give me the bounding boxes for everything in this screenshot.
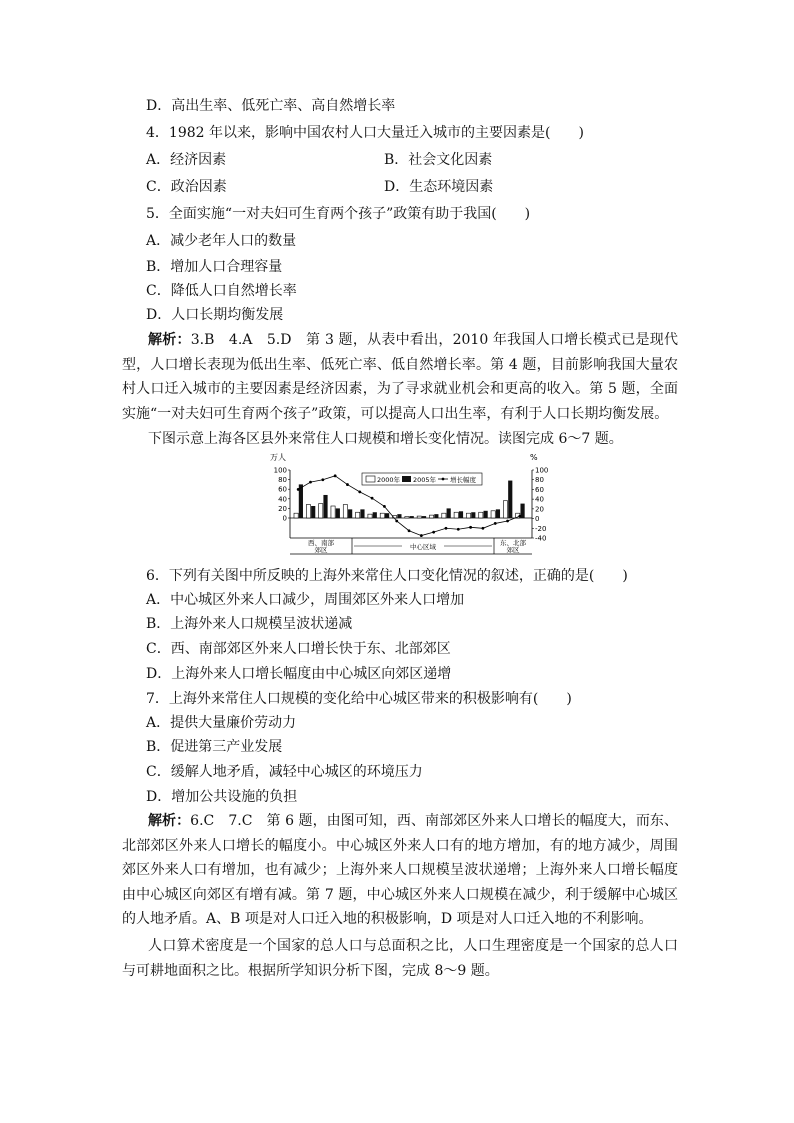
right-tick-label: 0 [535, 515, 540, 524]
bar-2000 [356, 512, 360, 518]
q4-option-d: D．生态环境因素 [384, 179, 494, 195]
bar-2005 [422, 516, 426, 518]
q7-option-d: D．增加公共设施的负担 [146, 789, 298, 805]
explanation-3-5 [122, 328, 678, 426]
bar-2005 [385, 513, 389, 518]
explanation-label: 解析： [148, 813, 191, 829]
chart-intro-text: 下图示意上海各区县外来常住人口规模和增长变化情况。读图完成 6～7 题。 [148, 431, 623, 447]
bar-2000 [417, 516, 421, 518]
q4-stem: 4．1982 年以来，影响中国农村人口大量迁入城市的主要因素是( ) [146, 125, 584, 141]
bar-2000 [343, 505, 347, 518]
left-axis-ticks [274, 467, 290, 523]
region-label-center: 中心区域 [410, 543, 436, 551]
bar-2000 [368, 514, 372, 518]
q3-option-d: D．高出生率、低死亡率、高自然增长率 [146, 98, 396, 114]
q6-option-c: C．西、南部郊区外来人口增长快于东、北部郊区 [146, 641, 451, 657]
growth-point [334, 474, 337, 477]
growth-point [482, 527, 485, 530]
bar-2000 [405, 517, 409, 518]
bar-2005 [397, 514, 401, 518]
q6-stem: 6．下列有关图中所反映的上海外来常住人口变化情况的叙述，正确的是( ) [146, 568, 628, 584]
legend-growth: 增长幅度 [450, 476, 476, 484]
bar-2005 [311, 506, 315, 518]
growth-point [445, 527, 448, 530]
bar-2000 [479, 512, 483, 518]
right-tick-label: 80 [535, 476, 544, 485]
growth-point [518, 515, 521, 518]
q4-option-a: A．经济因素 [146, 152, 227, 168]
growth-point [408, 529, 411, 532]
legend-swatch-growth-dot [442, 478, 445, 481]
bar-2005 [373, 512, 377, 518]
q7-option-b: B．促进第三产业发展 [146, 739, 283, 755]
q5-option-b: B．增加人口合理容量 [146, 259, 283, 275]
legend-swatch-2000 [366, 476, 375, 482]
growth-point [309, 481, 312, 484]
growth-point [321, 478, 324, 481]
q5-option-d: D．人口长期均衡发展 [146, 307, 284, 323]
bar-2005 [360, 509, 364, 518]
growth-point [506, 520, 509, 523]
bar-2005 [410, 516, 414, 518]
bar-series [294, 481, 525, 518]
next-intro [122, 934, 678, 983]
right-tick-label: 60 [535, 485, 544, 494]
right-axis-ticks [532, 467, 548, 543]
explanation-6-7 [122, 809, 678, 932]
region-label-west-south-2: 郊区 [314, 546, 328, 554]
bar-2005 [508, 481, 512, 518]
legend-2005: 2005年 [413, 476, 437, 484]
bar-2000 [429, 515, 433, 518]
bar-2005 [434, 514, 438, 518]
explanation-text: 6.C 7.C 第 6 题，由图可知，西、南部郊区外来人口增长的幅度大，而东、北部郊区外来人口增长的幅度小。中心城区外来人口有的地方增加，有的地方减少，周围郊区外来人口有增加，也有减少；上海外来人口规模呈波状递增；上海外来人口增长幅度由中心城区向郊区有增有减。第 7 题，中心城区外来人口规模在减少，利于缓解中心城区的人地矛盾。A、B 项是对人口迁入地的积极影响，D 项是对人口迁入地的不利影响。 [122, 813, 678, 928]
q5-stem: 5．全面实施“一对夫妇可生育两个孩子”政策有助于我国( ) [146, 206, 531, 222]
left-tick-label: 0 [282, 514, 287, 523]
q5-option-c: C．降低人口自然增长率 [146, 283, 297, 299]
right-tick-label: 20 [535, 505, 544, 514]
bar-2000 [380, 513, 384, 518]
right-tick-label: 40 [535, 495, 544, 504]
q6-option-a: A．中心城区外来人口减少，周围郊区外来人口增加 [146, 592, 465, 608]
bar-2000 [306, 505, 310, 518]
growth-point [346, 483, 349, 486]
bar-2000 [294, 513, 298, 518]
population-chart-svg [262, 450, 552, 560]
growth-point [469, 526, 472, 529]
right-axis-unit: % [530, 453, 538, 462]
next-intro-text: 人口算术密度是一个国家的总人口与总面积之比，人口生理密度是一个国家的总人口与可耕地面积之比。根据所学知识分析下图，完成 8～9 题。 [122, 938, 678, 979]
chart-intro [122, 427, 678, 452]
q7-stem: 7．上海外来常住人口规模的变化给中心城区带来的积极影响有( ) [146, 691, 572, 707]
bar-2000 [503, 501, 507, 518]
bar-2000 [319, 504, 323, 518]
bar-2005 [496, 509, 500, 518]
bar-2005 [447, 508, 451, 518]
bar-2000 [331, 506, 335, 518]
q4-option-c: C．政治因素 [146, 179, 227, 195]
q4-option-b: B．社会文化因素 [384, 152, 493, 168]
growth-point [297, 488, 300, 491]
q6-option-b: B．上海外来人口规模呈波状递减 [146, 616, 353, 632]
growth-point [432, 531, 435, 534]
q6-option-d: D．上海外来人口增长幅度由中心城区向郊区递增 [146, 666, 452, 682]
growth-point [371, 497, 374, 500]
q5-option-a: A．减少老年人口的数量 [146, 233, 297, 249]
q7-option-c: C．缓解人地矛盾，减轻中心城区的环境压力 [146, 764, 423, 780]
region-label-east-north: 东、北部 [500, 539, 526, 547]
region-label-west-south: 西、南部 [308, 539, 334, 547]
right-tick-label: -40 [535, 534, 547, 543]
legend-2000: 2000年 [377, 476, 401, 484]
bar-2000 [442, 513, 446, 518]
population-chart [262, 450, 552, 560]
bar-2005 [348, 509, 352, 518]
bar-2000 [466, 513, 470, 518]
region-bands [290, 538, 532, 554]
region-label-east-north-2: 郊区 [506, 546, 520, 554]
legend-swatch-2005 [402, 476, 411, 482]
bar-2005 [484, 511, 488, 518]
right-tick-label: -20 [535, 524, 547, 533]
growth-point [358, 490, 361, 493]
growth-point [457, 528, 460, 531]
bar-2005 [336, 508, 340, 518]
right-tick-label: 100 [535, 466, 549, 475]
left-tick-label: 100 [273, 466, 287, 475]
bar-2005 [323, 495, 327, 518]
growth-point [383, 505, 386, 508]
bar-2005 [459, 511, 463, 518]
explanation-label: 解析： [148, 332, 191, 348]
bar-2000 [454, 512, 458, 518]
left-tick-label: 20 [278, 504, 287, 513]
growth-point [395, 520, 398, 523]
bar-2000 [491, 511, 495, 518]
growth-point [420, 534, 423, 537]
bar-2005 [471, 512, 475, 518]
legend [362, 473, 482, 485]
q7-option-a: A．提供大量廉价劳动力 [146, 715, 297, 731]
left-tick-label: 60 [278, 485, 287, 494]
growth-point [494, 522, 497, 525]
left-tick-label: 40 [278, 495, 287, 504]
explanation-text: 3.B 4.A 5.D 第 3 题，从表中看出，2010 年我国人口增长模式已是现代型，人口增长表现为低出生率、低死亡率、低自然增长率。第 4 题，目前影响我国大量农村人口迁入城市的主要因素是经济因素，为了寻求就业机会和更高的收入。第 5 题，全面实施“一对夫妇可生育两个孩子”政策，可以提高人口出生率，有利于人口长期均衡发展。 [122, 332, 678, 422]
left-tick-label: 80 [278, 476, 287, 485]
left-axis-unit: 万人 [270, 453, 286, 462]
